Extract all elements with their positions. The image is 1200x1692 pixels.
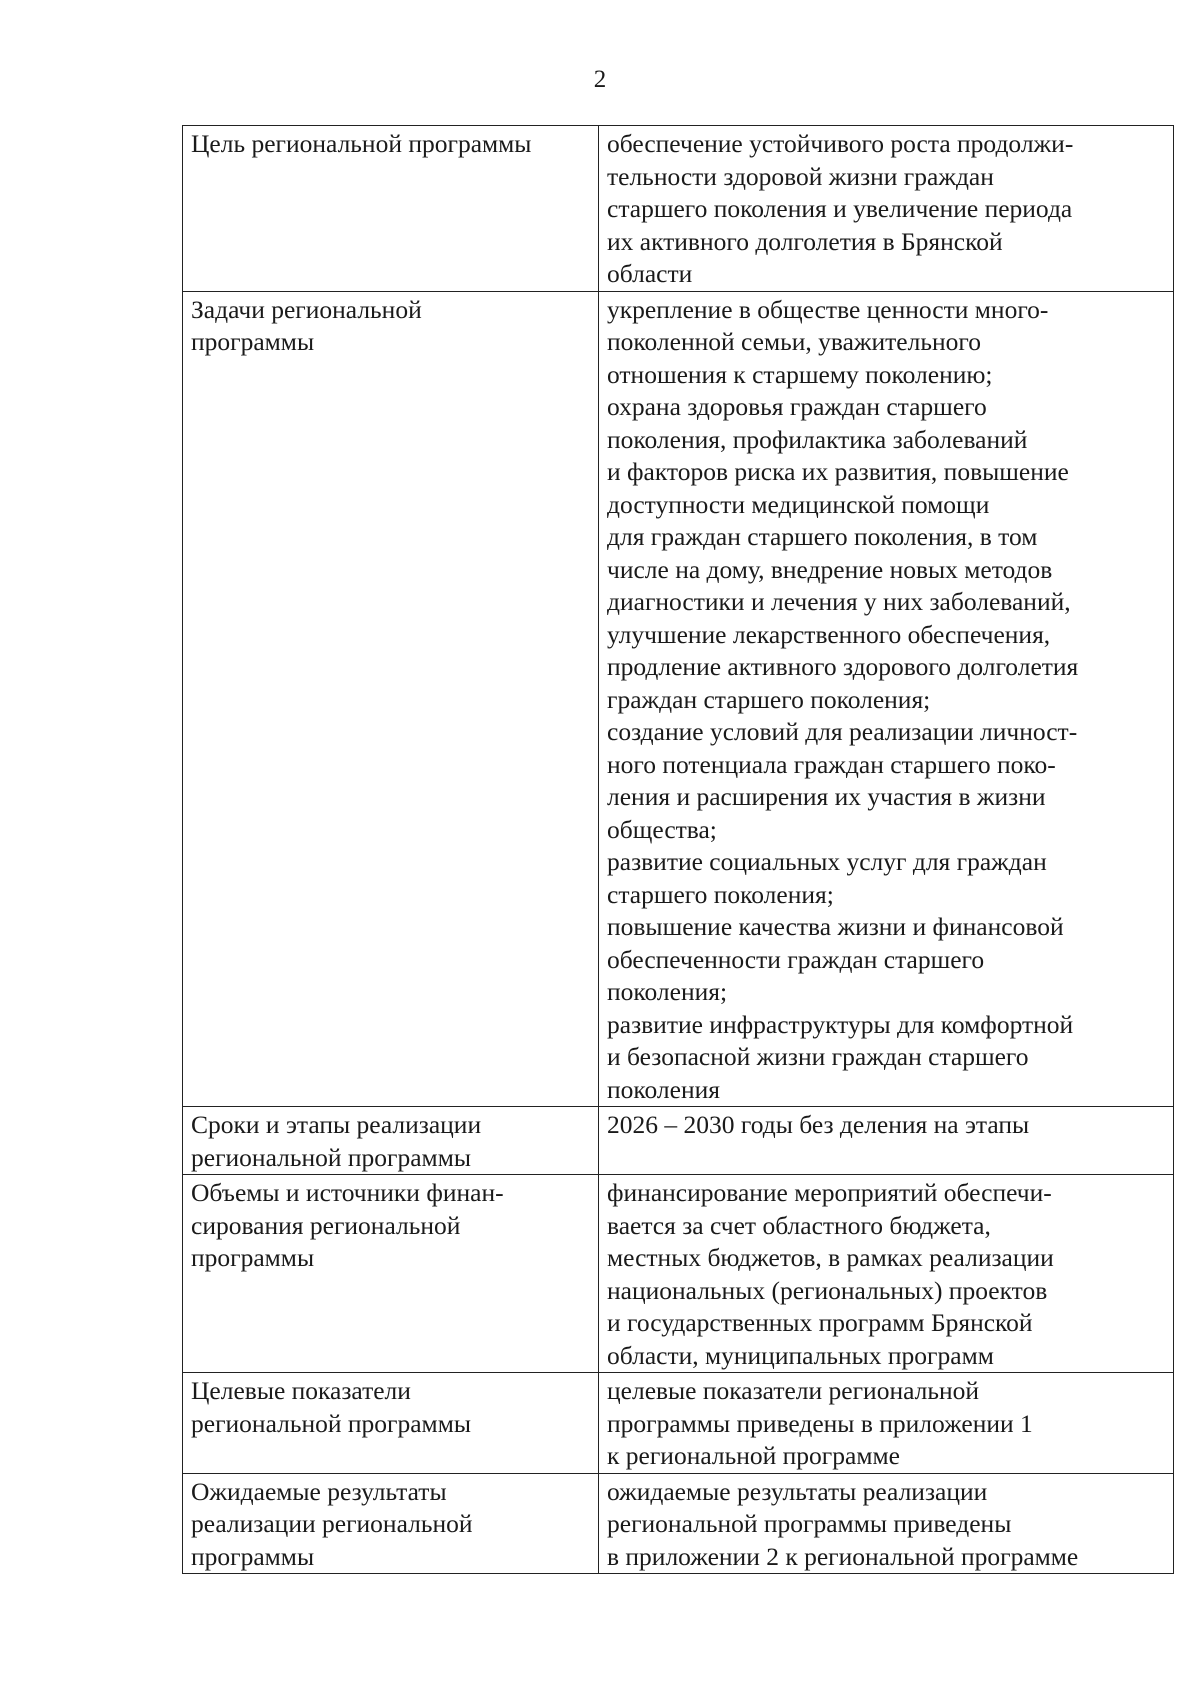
row-value-line: тельности здоровой жизни граждан — [607, 161, 994, 191]
row-value-line: развитие инфраструктуры для комфортной — [607, 1009, 1074, 1039]
row-value-line: и факторов риска их развития, повышение — [607, 457, 1069, 486]
table-body — [183, 126, 1174, 1574]
row-value-line: улучшение лекарственного обеспечения, — [607, 619, 1051, 649]
row-value-line: поколения — [607, 1074, 720, 1104]
row-value-line: укрепление в обществе ценности много- — [607, 294, 1049, 324]
row-label-cell — [183, 1473, 599, 1574]
row-value-cell — [599, 126, 1174, 292]
row-value-line: целевые показатели региональной — [607, 1376, 980, 1405]
row-label-line: реализации региональной — [191, 1509, 473, 1538]
row-value-line: национальных (региональных) проектов — [607, 1275, 1048, 1305]
row-label-line: Цель региональной программы — [191, 129, 532, 158]
row-value-line: к региональной программе — [607, 1441, 900, 1470]
row-label-line: программы — [191, 1541, 315, 1571]
row-value-line: старшего поколения и увеличение периода — [607, 194, 1073, 223]
row-label-line: региональной программы — [191, 1142, 471, 1172]
row-label-line: Объемы и источники финан- — [191, 1178, 504, 1207]
row-value-line: и безопасной жизни граждан старшего — [607, 1042, 1029, 1071]
table-row-results — [183, 1473, 1174, 1574]
row-value-line: обеспеченности граждан старшего — [607, 944, 985, 974]
row-label-cell — [183, 126, 599, 292]
program-passport-table — [182, 125, 1174, 1574]
row-value-line: поколения; — [607, 977, 728, 1006]
table-row-goal — [183, 126, 1174, 292]
page-number: 2 — [593, 66, 607, 93]
row-label-line: региональной программы — [191, 1408, 471, 1438]
row-value-cell — [599, 1175, 1174, 1373]
row-label-cell — [183, 1107, 599, 1175]
row-value-line: повышение качества жизни и финансовой — [607, 912, 1064, 941]
row-value-line: для граждан старшего поколения, в том — [607, 522, 1038, 551]
row-value-line: региональной программы приведены — [607, 1509, 1012, 1538]
table-row-terms — [183, 1107, 1174, 1175]
row-value-line: старшего поколения; — [607, 879, 834, 909]
row-value-line: поколения, профилактика заболеваний — [607, 424, 1028, 454]
row-value-cell — [599, 291, 1174, 1107]
row-value-line: общества; — [607, 814, 717, 844]
row-value-line: вается за счет областного бюджета, — [607, 1210, 991, 1240]
row-value-line: отношения к старшему поколению; — [607, 359, 993, 389]
row-value-line: охрана здоровья граждан старшего — [607, 392, 987, 421]
row-label-line: Сроки и этапы реализации — [191, 1110, 482, 1139]
row-value-line: обеспечение устойчивого роста продолжи- — [607, 129, 1074, 158]
row-value-line: диагностики и лечения у них заболеваний, — [607, 587, 1071, 616]
row-value-cell — [599, 1473, 1174, 1574]
row-value-line: в приложении 2 к региональной программе — [607, 1541, 1079, 1571]
row-value-line: поколенной семьи, уважительного — [607, 327, 981, 356]
row-value-line: развитие социальных услуг для граждан — [607, 847, 1047, 876]
row-value-line: местных бюджетов, в рамках реализации — [607, 1243, 1054, 1272]
row-value-line: ления и расширения их участия в жизни — [607, 782, 1046, 811]
row-value-line: 2026 – 2030 годы без деления на этапы — [607, 1110, 1030, 1139]
row-value-cell — [599, 1107, 1174, 1175]
row-label-cell — [183, 1175, 599, 1373]
row-value-line: продление активного здорового долголетия — [607, 652, 1079, 681]
row-value-line: и государственных программ Брянской — [607, 1308, 1033, 1337]
row-label-cell — [183, 291, 599, 1107]
row-value-line: их активного долголетия в Брянской — [607, 226, 1003, 256]
row-value-line: области, муниципальных программ — [607, 1340, 994, 1370]
row-value-line: ожидаемые результаты реализации — [607, 1476, 988, 1506]
table-row-funding — [183, 1175, 1174, 1373]
row-label-line: программы — [191, 1243, 315, 1272]
row-label-line: Задачи региональной — [191, 294, 422, 324]
row-label-cell — [183, 1373, 599, 1474]
row-value-cell — [599, 1373, 1174, 1474]
row-label-line: Целевые показатели — [191, 1376, 411, 1405]
row-value-line: создание условий для реализации личност- — [607, 717, 1078, 746]
row-value-line: программы приведены в приложении 1 — [607, 1408, 1033, 1438]
row-value-line: финансирование мероприятий обеспечи- — [607, 1178, 1052, 1207]
row-value-line: числе на дому, внедрение новых методов — [607, 554, 1053, 584]
row-value-line: области — [607, 259, 693, 288]
row-label-line: сирования региональной — [191, 1210, 461, 1240]
row-label-line: Ожидаемые результаты — [191, 1476, 447, 1506]
row-label-line: программы — [191, 327, 315, 356]
row-value-line: ного потенциала граждан старшего поко- — [607, 749, 1056, 779]
row-value-line: граждан старшего поколения; — [607, 684, 931, 714]
row-value-line: доступности медицинской помощи — [607, 489, 990, 519]
table-row-indicators — [183, 1373, 1174, 1474]
table-row-tasks — [183, 291, 1174, 1107]
